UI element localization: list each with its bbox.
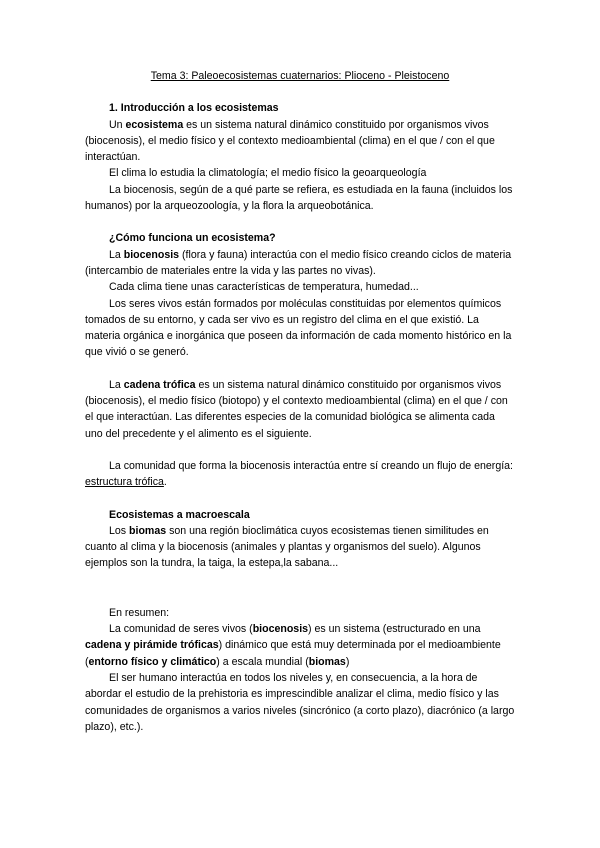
paragraph-biocenosis-estudio: La biocenosis, según de a qué parte se refiera, es estudiada en la fauna (incluidos los humanos) por la arqueozoología, y la flora la arqueobotánica. — [85, 183, 513, 213]
spacer — [85, 442, 515, 458]
text: ) — [345, 655, 350, 668]
paragraph-ser-humano: El ser humano interactúa en todos los niveles y, en consecuencia, a la hora de abordar el estudio de la prehistoria es imprescindible analizar el clima, medio físico y las comunidades de organismos a varios niveles (sincrónico (a corto plazo), diacrónico (a largo plazo), etc.). — [85, 671, 515, 733]
spacer — [85, 572, 515, 605]
text: es un sistema natural dinámico constituido por organismos vivos (biocenosis), el medio físico y el contexto medioambiental (clima) en el que / con el que interactúan. — [85, 118, 495, 164]
text: es un sistema natural dinámico constituido por organismos vivos (biocenosis), el medio físico (biotopo) y el contexto medioambiental (clima) en el que / con el que interactúan. Las diferentes especies de la comunidad biológica se alimenta cada uno del precedente y el alimento es el siguiente. — [85, 378, 508, 440]
heading-como-funciona: ¿Cómo funciona un ecosistema? — [109, 232, 276, 245]
document-page — [85, 68, 515, 735]
paragraph-clima-caracteristicas: Cada clima tiene unas características de temperatura, humedad... — [109, 281, 419, 294]
text: (flora y fauna) interactúa con el medio físico creando ciclos de materia (intercambio de materiales entre la vida y las partes no vivas). — [85, 248, 512, 277]
text: La comunidad de seres vivos ( — [109, 623, 253, 636]
text: Los — [109, 524, 130, 537]
heading-macroescala: Ecosistemas a macroescala — [109, 508, 250, 521]
spacer — [85, 491, 515, 507]
term-entorno: entorno físico y climático — [88, 655, 217, 668]
text: ) es un sistema (estructurado en una — [308, 623, 481, 636]
term-cadena-trofica: cadena trófica — [123, 378, 196, 391]
text: La comunidad que forma la biocenosis interactúa entre sí creando un flujo de energía: — [109, 459, 513, 472]
paragraph-estructura-trofica — [85, 458, 515, 491]
paragraph-ecosistema — [85, 117, 515, 166]
paragraph-clima: El clima lo estudia la climatología; el medio físico la geoarqueología — [109, 167, 427, 180]
paragraph-resumen-comunidad — [85, 621, 515, 670]
document-title: Tema 3: Paleoecosistemas cuaternarios: Plioceno - Pleistoceno — [150, 70, 450, 82]
text: . — [163, 476, 167, 489]
paragraph-biocenosis — [85, 247, 515, 280]
paragraph-en-resumen: En resumen: — [109, 606, 170, 619]
text: ) a escala mundial ( — [216, 655, 309, 668]
paragraph-cadena-trofica — [85, 377, 515, 442]
term-estructura-trofica: estructura trófica — [85, 476, 164, 489]
term-cadena-piramide: cadena y pirámide tróficas — [85, 639, 219, 652]
paragraph-seres-vivos: Los seres vivos están formados por moléculas constituidas por elementos químicos tomados de su entorno, y cada ser vivo es un registro del clima en el que existió. La materia orgánica e inorgánica que poseen da información de cada momento histórico en la que vivió o se generó. — [85, 297, 512, 359]
term-ecosistema: ecosistema — [125, 118, 184, 131]
term-biomas: biomas — [308, 655, 346, 668]
term-biomas: biomas — [129, 524, 167, 537]
text: La — [109, 378, 124, 391]
text: La — [109, 248, 124, 261]
paragraph-biomas — [85, 523, 515, 572]
text: Un — [109, 118, 126, 131]
term-biocenosis: biocenosis — [252, 623, 309, 636]
text: son una región bioclimática cuyos ecosistemas tienen similitudes en cuanto al clima y la biocenosis (animales y plantas y organismos del suelo). Algunos ejemplos son la tundra, la taiga, la estepa,la sabana... — [85, 524, 489, 570]
heading-introduccion: 1. Introducción a los ecosistemas — [109, 102, 279, 115]
spacer — [85, 214, 515, 230]
text: ) dinámico que está muy determinada por el medioambiente ( — [85, 639, 501, 668]
spacer — [85, 361, 515, 377]
term-biocenosis: biocenosis — [123, 248, 180, 261]
